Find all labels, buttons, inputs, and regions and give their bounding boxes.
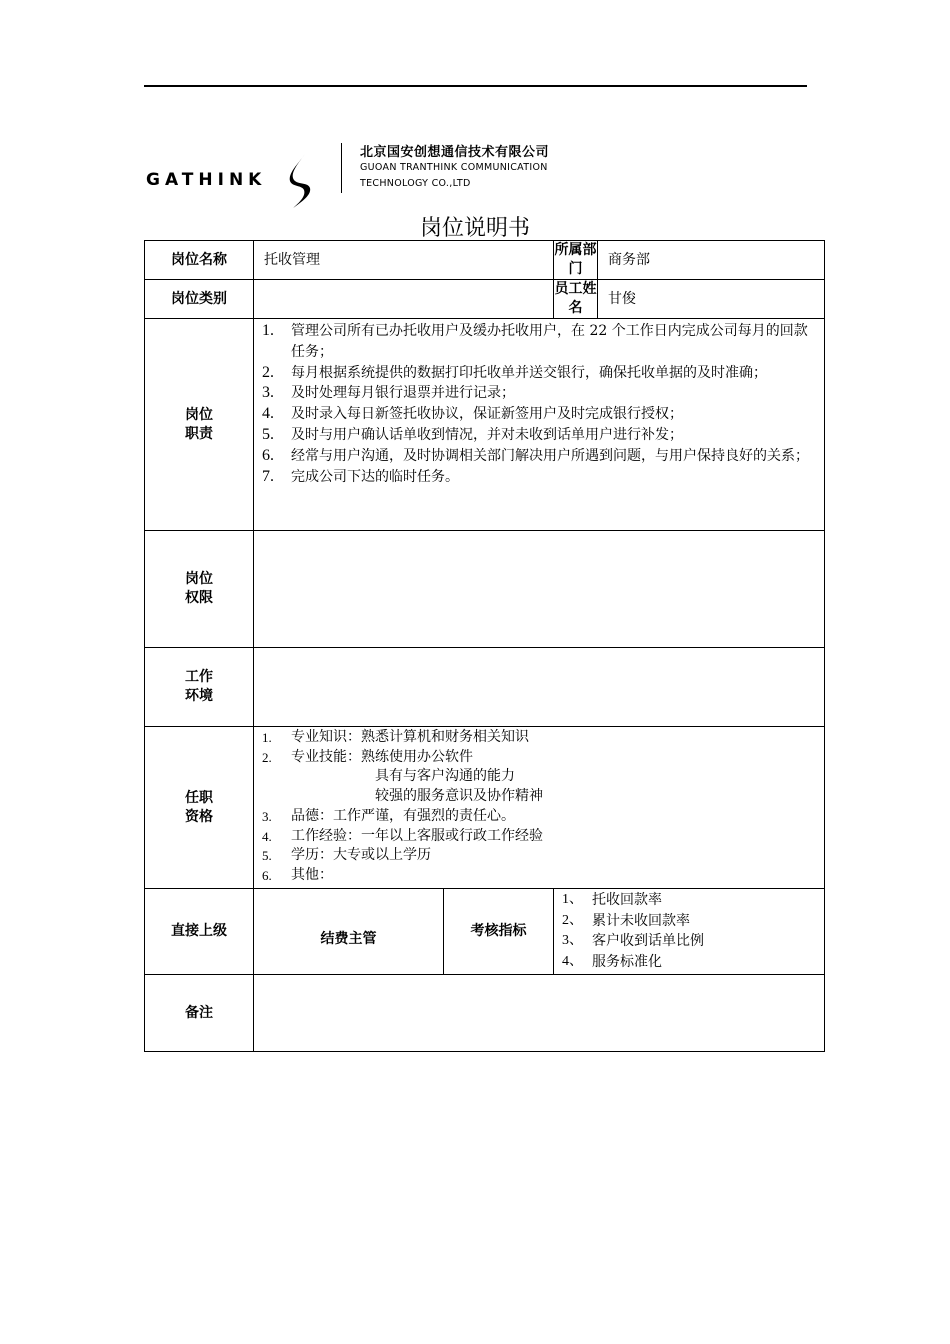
- list-item: [262, 748, 816, 768]
- duties-label: [145, 319, 254, 531]
- authority-label-line2: 权限: [185, 590, 213, 606]
- job-description-table: [144, 240, 825, 1052]
- environment-value: [254, 648, 825, 727]
- superior-label: 直接上级: [145, 889, 254, 975]
- company-name-en-line2: TECHNOLOGY CO.,LTD: [360, 178, 471, 189]
- list-item: [562, 890, 816, 911]
- list-item: [262, 807, 816, 827]
- item-text: 完成公司下达的临时任务。: [291, 468, 459, 485]
- item-text: 及时录入每日新签托收协议，保证新签用户及时完成银行授权；: [291, 406, 683, 423]
- item-text: 经常与用户沟通，及时协调相关部门解决用户所遇到问题，与用户保持良好的关系；: [291, 447, 809, 464]
- row-qualifications: [145, 727, 825, 889]
- item-number: 4、: [562, 953, 584, 969]
- list-item: [262, 728, 816, 748]
- remarks-value: [254, 975, 825, 1052]
- item-text: 托收回款率: [592, 892, 663, 908]
- list-item: [562, 931, 816, 952]
- duties-label-line2: 职责: [185, 425, 213, 442]
- item-number: 1.: [262, 730, 272, 745]
- item-number: 4.: [262, 828, 272, 844]
- row-remarks: [145, 975, 825, 1052]
- row-authority: [145, 531, 825, 648]
- item-text: 累计未收回款率: [592, 912, 691, 929]
- list-item: [562, 911, 816, 932]
- item-text: 及时与用户确认话单收到情况，并对未收到话单用户进行补发；: [291, 426, 683, 443]
- kpi-cell: [554, 889, 825, 975]
- item-text: 及时处理每月银行退票并进行记录；: [291, 385, 515, 402]
- item-number: 3.: [262, 384, 274, 402]
- list-item: [262, 383, 816, 404]
- company-logo-wordmark: GATHINK: [146, 170, 267, 190]
- header-rule: [144, 85, 807, 87]
- row-duties: [145, 319, 825, 531]
- authority-value: [254, 531, 825, 648]
- list-item: [262, 321, 816, 363]
- item-number: 6.: [262, 867, 272, 883]
- item-number: 5.: [262, 425, 274, 443]
- item-number: 2.: [262, 363, 274, 381]
- item-text: 工作经验：一年以上客服或行政工作经验: [291, 827, 543, 844]
- job-type-label: 岗位类别: [145, 280, 254, 319]
- row-superior-kpi: [145, 889, 825, 975]
- item-number: 5.: [262, 848, 272, 864]
- list-item: [262, 425, 816, 446]
- qualifications-list: [254, 727, 824, 888]
- qualifications-label-line1: 任职: [185, 789, 213, 806]
- document-title: 岗位说明书: [419, 216, 530, 241]
- item-number: 7.: [262, 467, 274, 485]
- item-text: 每月根据系统提供的数据打印托收单并送交银行，确保托收单据的及时准确；: [291, 364, 767, 381]
- list-item: [262, 363, 816, 384]
- item-number: 4.: [262, 405, 274, 423]
- list-item: [262, 827, 816, 847]
- environment-label: [145, 648, 254, 727]
- duties-list: [254, 319, 824, 489]
- duties-label-line1: 岗位: [185, 406, 213, 423]
- dept-label: 所属部门: [554, 241, 598, 280]
- item-number: 2.: [262, 749, 272, 765]
- row-job-name: [145, 241, 825, 280]
- job-type-value: [254, 280, 554, 319]
- item-text: 专业知识：熟悉计算机和财务相关知识: [291, 729, 529, 745]
- list-item-continuation: 具有与客户沟通的能力: [375, 768, 515, 785]
- list-item: [262, 846, 816, 866]
- list-item-continuation: 较强的服务意识及协作精神: [375, 788, 543, 805]
- job-name-label: 岗位名称: [145, 241, 254, 280]
- item-text: 其他：: [291, 866, 333, 883]
- qualifications-label: [145, 727, 254, 889]
- item-number: 3、: [562, 933, 584, 948]
- company-name-en-line1: GUOAN TRANTHINK COMMUNICATION: [360, 162, 548, 173]
- item-text: 品德：工作严谨，有强烈的责任心。: [291, 807, 515, 824]
- list-item: [262, 467, 816, 488]
- employee-value: 甘俊: [598, 280, 825, 319]
- kpi-label: 考核指标: [444, 889, 554, 975]
- item-number: 1、: [562, 892, 584, 907]
- qualifications-label-line2: 资格: [185, 808, 213, 825]
- row-environment: [145, 648, 825, 727]
- duties-cell: [254, 319, 825, 531]
- kpi-list: [554, 889, 824, 974]
- item-number: 6.: [262, 446, 274, 464]
- item-text: 服务标准化: [592, 953, 663, 970]
- environment-label-line1: 工作: [185, 669, 213, 685]
- item-text: 专业技能：熟练使用办公软件: [291, 748, 473, 765]
- authority-label-line1: 岗位: [185, 571, 213, 587]
- authority-label: [145, 531, 254, 648]
- logo-divider: [341, 143, 342, 193]
- dept-value: 商务部: [598, 241, 825, 280]
- list-item: [262, 404, 816, 425]
- item-text: 学历：大专或以上学历: [291, 847, 431, 864]
- item-number: 1.: [262, 322, 274, 339]
- company-name-cn: 北京国安创想通信技术有限公司: [360, 145, 550, 160]
- environment-label-line2: 环境: [185, 688, 213, 704]
- job-name-value: 托收管理: [254, 241, 554, 280]
- remarks-label: 备注: [145, 975, 254, 1052]
- qualifications-cell: [254, 727, 825, 889]
- row-job-type: [145, 280, 825, 319]
- item-number: 2、: [562, 912, 584, 928]
- list-item: [262, 866, 816, 886]
- superior-value: 结费主管: [254, 889, 444, 975]
- employee-label: 员工姓名: [554, 280, 598, 319]
- item-number: 3.: [262, 808, 272, 824]
- list-item: [262, 446, 816, 467]
- list-item: [562, 952, 816, 973]
- company-logo-icon: [286, 152, 316, 210]
- item-text: 客户收到话单比例: [592, 933, 705, 949]
- item-text: 管理公司所有已办托收用户及缓办托收用户，在 22 个工作日内完成公司每月的回款任务；: [291, 323, 808, 360]
